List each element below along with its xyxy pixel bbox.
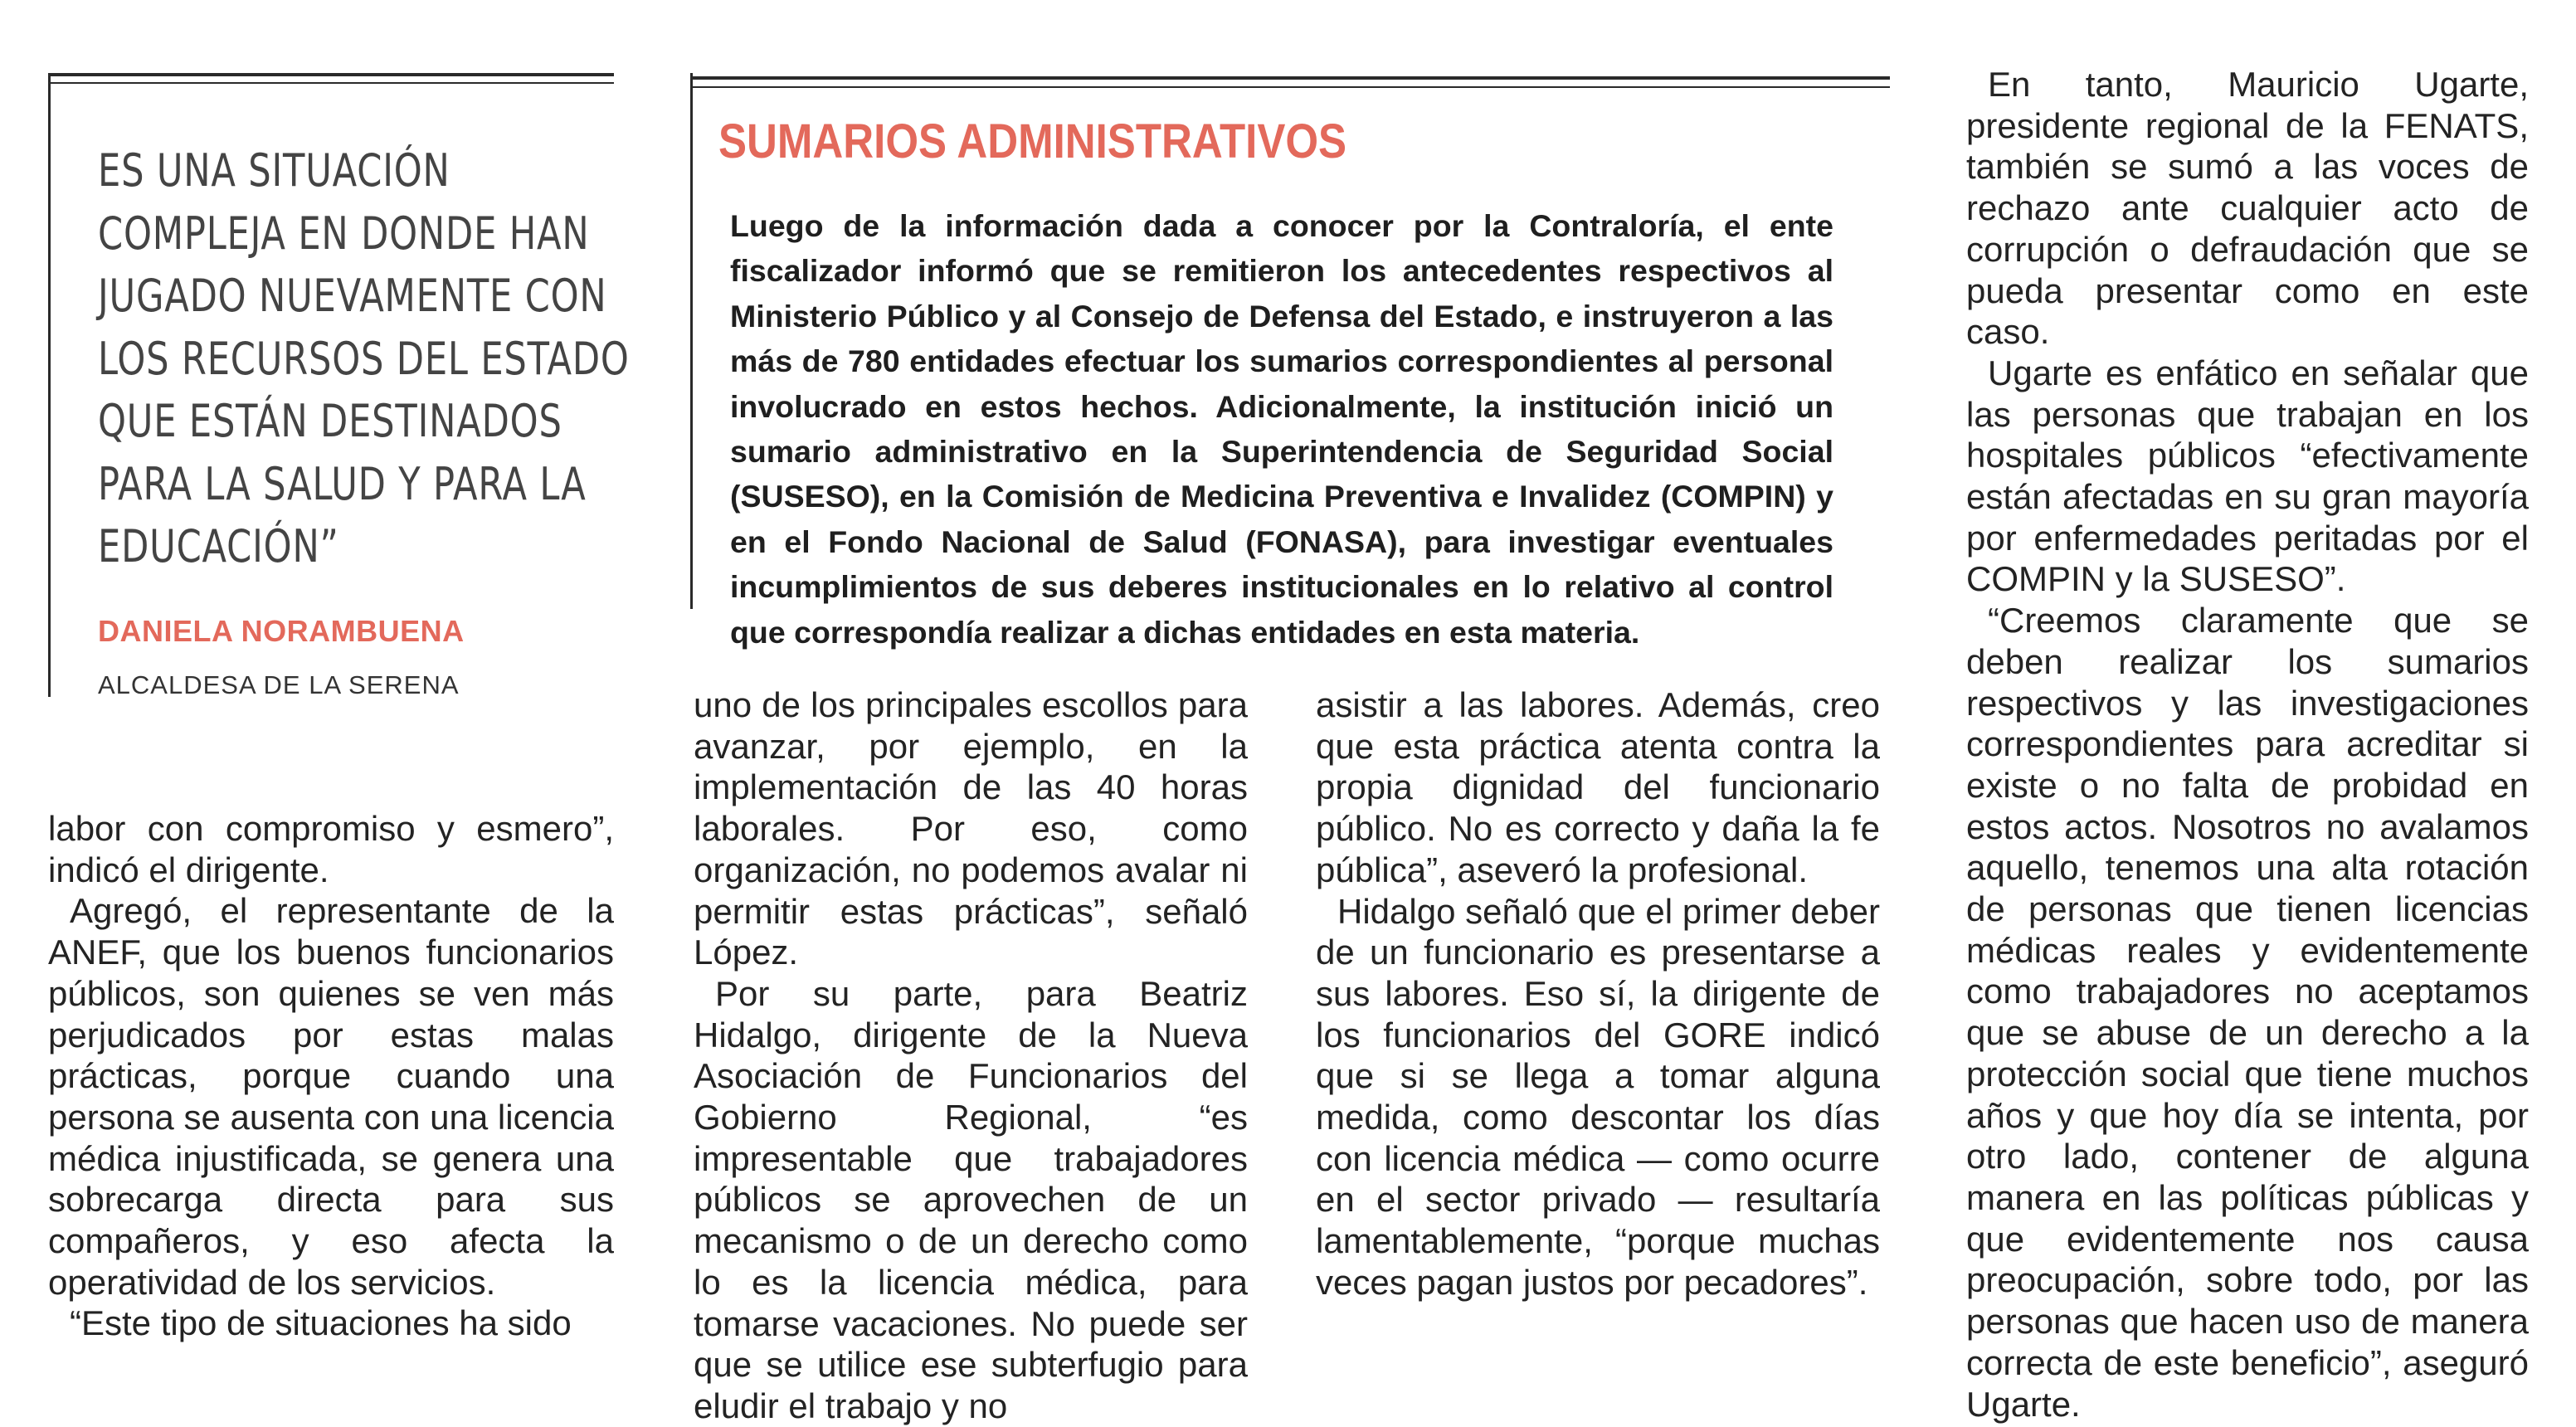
sidebar-box-top-rule-thin (690, 86, 1890, 88)
pull-quote-top-rule (48, 73, 614, 76)
sidebar-body: Luego de la información dada a conocer por la Contraloría, el ente fiscalizador informó que se remitieron los antecedentes respectivos al Ministerio Público y al Consejo de Defensa del Estado, e instruyeron a las más de 780 entidades efectuar los sumarios correspondientes al personal involucrado en estos hechos. Adicionalmente, la institución inició un sumario administrativo en la Superintendencia de Seguridad Social (SUSESO), en la Comisión de Medicina Preventiva e Invalidez (COMPIN) y en el Fondo Nacional de Salud (FONASA), para investigar eventuales incumplimientos de sus deberes institucionales en lo relativo al control que correspondía realizar a dichas entidades en esta materia. (730, 208, 1833, 650)
paragraph: labor con compromiso y esmero”, indicó el dirigente. (48, 809, 614, 889)
article-column-4 (1966, 64, 2529, 1425)
sidebar-box-top-rule (690, 76, 1890, 80)
pull-quote-line: EDUCACIÓN” (98, 520, 339, 572)
pull-quote-author: DANIELA NORAMBUENA (98, 614, 465, 648)
paragraph: uno de los principales escollos para avanzar, por ejemplo, en la implementación de las 40 horas laborales. Por eso, como organización, no podemos avalar ni permitir estas prácticas”, señaló López. (694, 685, 1248, 972)
pull-quote-line: PARA LA SALUD Y PARA LA (98, 457, 587, 510)
pull-quote-line: LOS RECURSOS DEL ESTADO (98, 332, 630, 385)
pull-quote-role: ALCALDESA DE LA SERENA (98, 670, 460, 699)
paragraph: Agregó, el representante de la ANEF, que los buenos funcionarios públicos, son quienes se ven más perjudicados por estas malas prácticas, porque cuando una persona se ausenta con una licencia médica injustificada, se genera una sobrecarga directa para sus compañeros, y eso afecta la operatividad de los servicios. (48, 891, 614, 1302)
sidebar-title: SUMARIOS ADMINISTRATIVOS (718, 114, 1347, 168)
pull-quote-line: QUE ESTÁN DESTINADOS (98, 395, 562, 447)
paragraph: “Creemos claramente que se deben realizar los sumarios respectivos y las investigaciones correspondientes para acreditar si existe o no falta de probidad en estos actos. Nosotros no avalamos aquello, tenemos una alta rotación de personas que tienen licencias médicas reales y evidentemente como trabajadores no aceptamos que se abuse de un derecho a la protección social que tiene muchos años y que hoy día se intenta, por otro lado, contener de alguna manera en las políticas públicas y que evidentemente nos causa preocupación, sobre todo, por las personas que hacen uso de manera correcta de este beneficio”, aseguró Ugarte. (1966, 601, 2529, 1424)
paragraph: asistir a las labores. Además, creo que esta práctica atenta contra la propia dignidad del funcionario público. No es correcto y daña la fe pública”, aseveró la profesional. (1316, 685, 1880, 889)
pull-quote-line: COMPLEJA EN DONDE HAN (98, 207, 590, 260)
article-column-2 (694, 684, 1248, 1427)
paragraph: “Este tipo de situaciones ha sido (70, 1303, 572, 1343)
article-column-1 (48, 808, 614, 1344)
article-column-3 (1316, 684, 1880, 1303)
paragraph: Ugarte es enfático en señalar que las personas que trabajan en los hospitales públicos “efectivamente están afectadas en su gran mayoría por enfermedades peritadas por el COMPIN y la SUSESO”. (1966, 353, 2529, 599)
paragraph: Por su parte, para Beatriz Hidalgo, dirigente de la Nueva Asociación de Funcionarios del Gobierno Regional, “es impresentable que trabajadores públicos se aprovechen de un mecanismo o de un derecho como lo es la licencia médica, para tomarse vacaciones. No puede ser que se utilice ese subterfugio para eludir el trabajo y no (694, 973, 1248, 1425)
paragraph: Hidalgo señaló que el primer deber de un funcionario es presentarse a sus labores. Eso sí, la dirigente de los funcionarios del GORE indicó que si se llega a tomar alguna medida, como descontar los días con licencia médica — como ocurre en el sector privado — resultaría lamentablemente, “porque muchas veces pagan justos por pecadores”. (1316, 891, 1880, 1302)
paragraph: En tanto, Mauricio Ugarte, presidente regional de la FENATS, también se sumó a las voces de rechazo ante cualquier acto de corrupción o defraudación que se pueda presentar como en este caso. (1966, 65, 2529, 352)
pull-quote-text (98, 139, 630, 578)
pull-quote-line: ES UNA SITUACIÓN (98, 144, 450, 197)
pull-quote-line: JUGADO NUEVAMENTE CON (98, 270, 607, 322)
pull-quote-top-rule-thin (48, 82, 614, 84)
